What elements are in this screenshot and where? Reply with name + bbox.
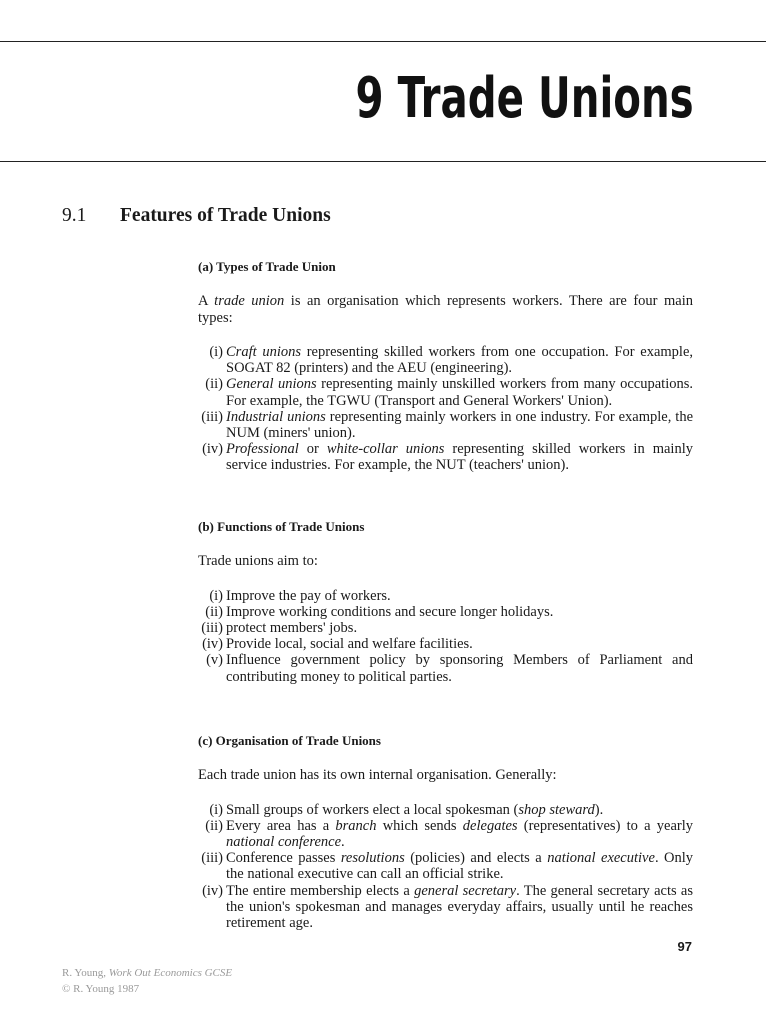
text-run: Small groups of workers elect a local spokesman ( (226, 801, 519, 818)
paragraph: Each trade union has its own internal organisation. Generally: (198, 767, 557, 783)
section-number: 9.1 (62, 205, 87, 226)
bottom-rule (0, 161, 766, 162)
list-item (198, 376, 693, 408)
subsection-heading: (c) Organisation of Trade Unions (198, 733, 381, 748)
list-item (198, 883, 693, 932)
term: national conference (226, 833, 342, 850)
text-run: representing mainly workers in one industry. For example, the NUM (miners' union). (226, 408, 694, 442)
list-marker: (v) (206, 652, 223, 669)
list-item (198, 441, 693, 473)
list-marker: (i) (209, 344, 223, 360)
list-item (198, 802, 693, 818)
list-item (198, 818, 693, 850)
text-run: representing skilled workers in mainly service industries. For example, the NUT (teachers' union). (226, 441, 693, 474)
text-run: representing mainly unskilled workers from many occupations. For example, the TGWU (Transport and General Workers' Union). (226, 376, 694, 409)
chapter-title: 9 Trade Unions (355, 66, 694, 131)
list-item (198, 850, 693, 882)
list-item (198, 588, 693, 604)
list-item (198, 604, 693, 620)
subsection-heading: (b) Functions of Trade Unions (198, 519, 365, 534)
footer-author: R. Young, (62, 967, 107, 979)
text-run: is an organisation which represents workers. There are four main types: (198, 293, 694, 326)
list (198, 588, 693, 685)
list-marker: (iv) (202, 441, 223, 458)
term: Craft unions (226, 344, 302, 360)
footer-line-author (62, 965, 232, 981)
list-item (198, 344, 693, 376)
section-title: Features of Trade Unions (120, 205, 331, 226)
text-run: (policies) and elects a (404, 850, 548, 867)
list-item (198, 409, 693, 441)
term: national executive (547, 850, 655, 867)
text-run: Improve the pay of workers. (226, 587, 391, 604)
term: branch (335, 817, 377, 834)
list (198, 344, 693, 474)
list-marker: (ii) (205, 603, 223, 620)
text-run: Influence government policy by sponsoring Members of Parliament and contributing money to political parties. (226, 652, 693, 685)
term: delegates (462, 817, 518, 834)
text-run: or (298, 441, 327, 458)
text-run: (representatives) to a yearly (517, 817, 693, 834)
list-marker: (i) (209, 801, 223, 818)
text-run: representing skilled workers from one occupation. For example, SOGAT 82 (printers) and the AEU (engineering). (226, 344, 694, 377)
text-run: Conference passes (226, 850, 341, 867)
subsection-heading: (a) Types of Trade Union (198, 259, 336, 274)
list-marker: (iii) (201, 619, 223, 636)
term: white-collar unions (326, 441, 445, 458)
list (198, 802, 693, 932)
text-run: A (198, 293, 215, 309)
list-marker: (ii) (205, 817, 223, 834)
list-item (198, 620, 693, 636)
list-marker: (iii) (201, 408, 223, 425)
term: Professional (226, 441, 299, 458)
list-marker: (iv) (202, 882, 223, 899)
section-heading (62, 203, 331, 229)
paragraph (198, 293, 693, 326)
term: Industrial unions (226, 408, 326, 425)
term: shop steward (518, 801, 595, 818)
text-run: Improve working conditions and secure longer holidays. (226, 603, 554, 620)
subsection-types (198, 258, 693, 474)
footer-book-title: Work Out Economics GCSE (108, 967, 233, 979)
list-marker: (iv) (202, 636, 223, 653)
text-run: protect members' jobs. (226, 619, 358, 636)
subsection-functions (198, 518, 693, 685)
footer-credit (62, 965, 232, 997)
text-run: which sends (376, 817, 463, 834)
text-run: . Only the national executive can call an official strike. (226, 850, 694, 883)
term: resolutions (340, 850, 405, 867)
text-run: Every area has a (226, 817, 336, 834)
paragraph: Trade unions aim to: (198, 553, 318, 569)
term: trade union (214, 293, 285, 309)
term: General unions (226, 376, 317, 393)
text-run: . (341, 833, 345, 850)
list-marker: (ii) (205, 376, 223, 393)
footer-copyright: © R. Young 1987 (62, 983, 140, 995)
text-run: . The general secretary acts as the union's spokesman and manages everyday affairs, usually until he reaches retirement age. (226, 882, 693, 931)
page-number: 97 (677, 939, 692, 954)
list-marker: (i) (209, 587, 223, 604)
list-marker: (iii) (201, 850, 223, 867)
top-rule (0, 41, 766, 42)
text-run: Provide local, social and welfare facilities. (226, 636, 473, 653)
list-item (198, 652, 693, 684)
text-run: ). (594, 801, 604, 818)
list-item (198, 636, 693, 652)
term: general secretary (414, 882, 517, 899)
text-run: The entire membership elects a (226, 882, 415, 899)
subsection-organisation (198, 732, 693, 931)
